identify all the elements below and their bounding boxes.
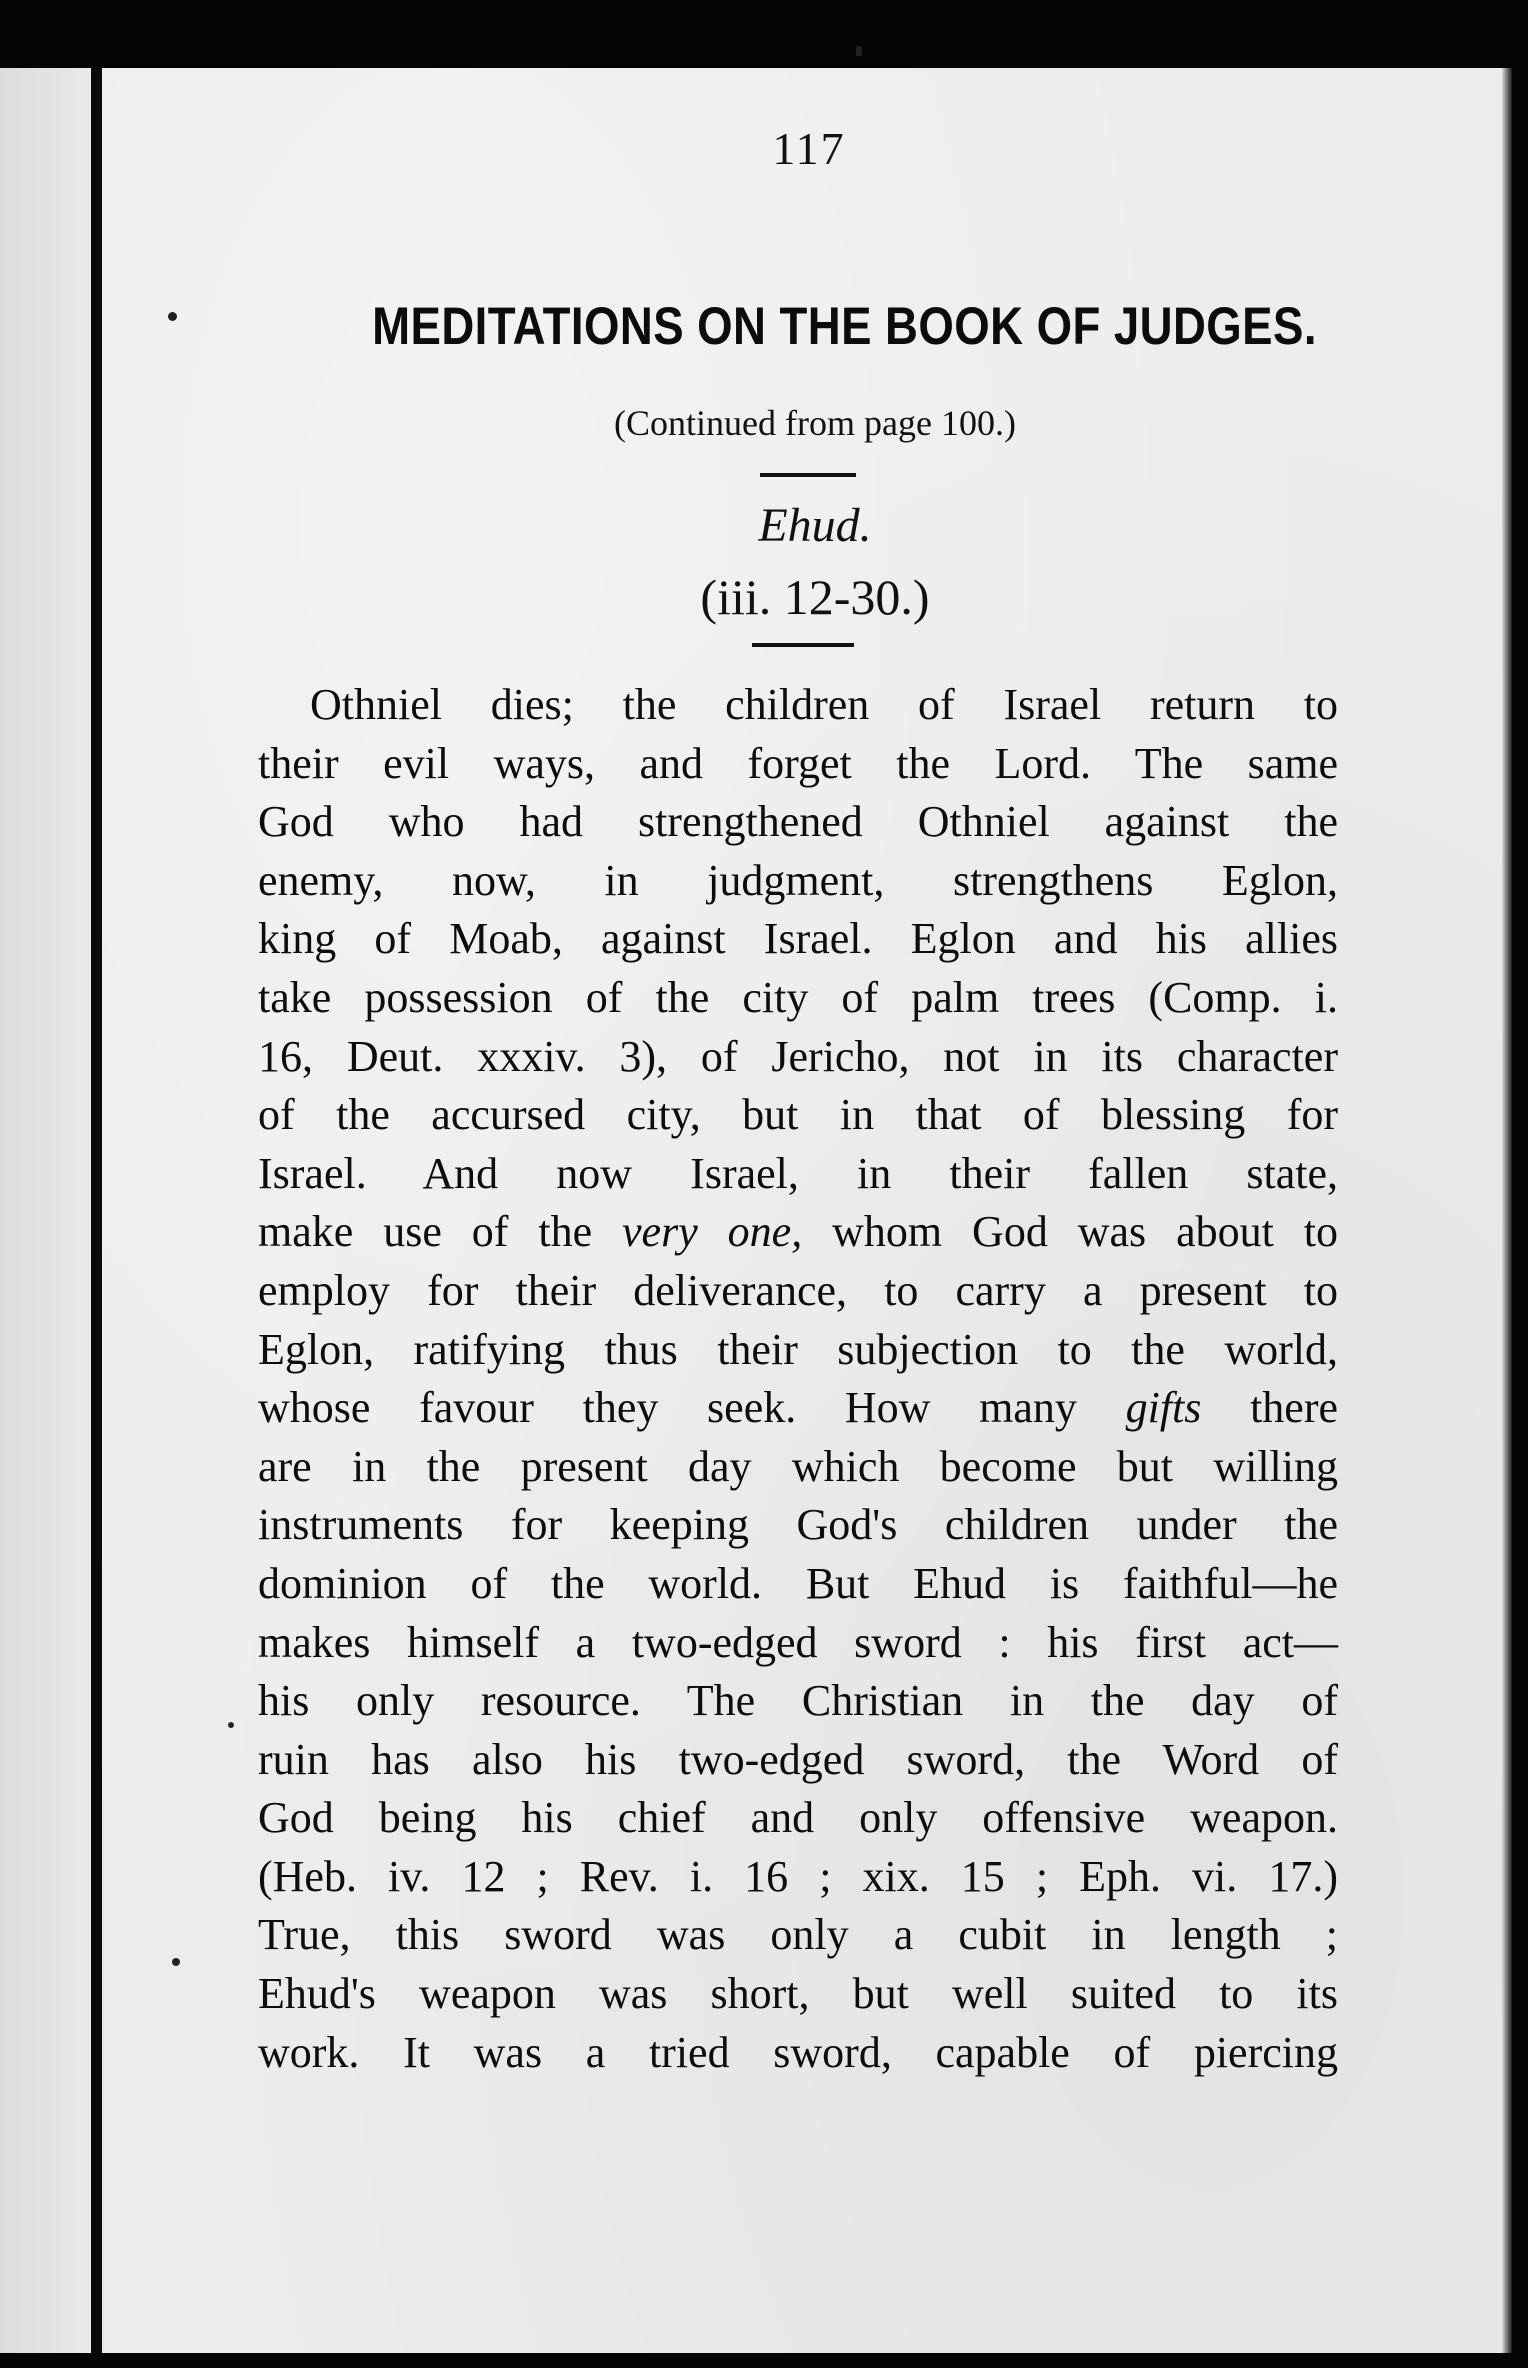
text-line: are in the present day which become but willing: [258, 1441, 1338, 1491]
text-line: take possession of the city of palm trees (Comp. i.: [258, 972, 1338, 1022]
body-paragraph: [258, 676, 1338, 2082]
emphasis: gifts: [1125, 1383, 1202, 1433]
print-speck: [172, 1958, 180, 1966]
text-segment: there: [1250, 1383, 1339, 1433]
print-speck: [168, 312, 177, 321]
text-line: of the accursed city, but in that of blessing for: [258, 1090, 1338, 1140]
text-line: his only resource. The Christian in the day of: [258, 1676, 1338, 1726]
text-line: enemy, now, in judgment, strengthens Eglon,: [258, 855, 1338, 905]
binding-gutter: [91, 68, 102, 2353]
text-line: God being his chief and only offensive weapon.: [258, 1793, 1338, 1843]
text-segment: make use of the: [258, 1207, 593, 1257]
text-line: their evil ways, and forget the Lord. The same: [258, 738, 1338, 788]
text-segment: whose favour they seek. How many: [258, 1383, 1077, 1433]
divider-rule: [760, 473, 856, 477]
section-title: Ehud.: [758, 499, 872, 552]
emphasis: very one,: [622, 1207, 803, 1257]
text-line: 16, Deut. xxxiv. 3), of Jericho, not in its character: [258, 1031, 1338, 1081]
gutter-shadow: [0, 68, 91, 2353]
text-line: Othniel dies; the children of Israel return to: [310, 680, 1338, 729]
print-speck: [856, 46, 862, 56]
scripture-reference: (iii. 12-30.): [700, 569, 930, 625]
text-line: God who had strengthened Othniel against the: [258, 797, 1338, 847]
text-line: work. It was a tried sword, capable of piercing: [258, 2027, 1338, 2077]
chapter-heading: MEDITATIONS ON THE BOOK OF JUDGES.: [372, 297, 1317, 356]
text-line: (Heb. iv. 12 ; Rev. i. 16 ; xix. 15 ; Eph. vi. 17.): [258, 1851, 1338, 1901]
divider-rule: [752, 643, 854, 647]
text-line: instruments for keeping God's children under the: [258, 1500, 1338, 1550]
text-line: employ for their deliverance, to carry a present to: [258, 1265, 1338, 1315]
text-segment: whom God was about to: [832, 1207, 1338, 1257]
text-line: True, this sword was only a cubit in length ;: [258, 1910, 1338, 1960]
text-line: ruin has also his two-edged sword, the Word of: [258, 1734, 1338, 1784]
text-line: Israel. And now Israel, in their fallen state,: [258, 1148, 1338, 1198]
text-line: [258, 1203, 1338, 1262]
continuation-note: (Continued from page 100.): [614, 403, 1016, 443]
text-line: dominion of the world. But Ehud is faithful—he: [258, 1558, 1338, 1608]
text-line: king of Moab, against Israel. Eglon and his allies: [258, 914, 1338, 964]
text-line: Eglon, ratifying thus their subjection to the world,: [258, 1324, 1338, 1374]
text-line: makes himself a two-edged sword : his first act—: [258, 1617, 1338, 1667]
print-speck: [228, 1722, 234, 1728]
page-number: 117: [772, 123, 846, 174]
text-line: Ehud's weapon was short, but well suited to its: [258, 1969, 1338, 2019]
page-edge: [1502, 68, 1512, 2353]
text-line: [258, 1379, 1338, 1438]
